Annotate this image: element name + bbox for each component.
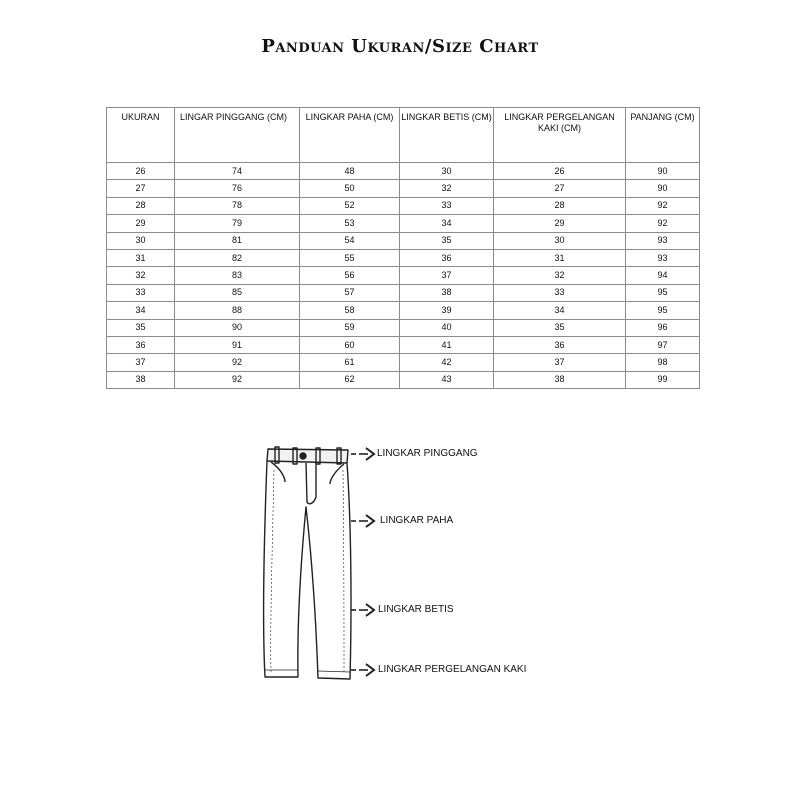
table-cell: 96: [626, 319, 700, 336]
table-cell: 28: [494, 197, 626, 214]
label-lingkar-pinggang: LINGKAR PINGGANG: [377, 448, 478, 459]
table-cell: 37: [494, 354, 626, 371]
table-cell: 90: [626, 180, 700, 197]
table-cell: 42: [400, 354, 494, 371]
table-cell: 33: [494, 284, 626, 301]
table-cell: 32: [107, 267, 175, 284]
table-cell: 85: [175, 284, 300, 301]
table-cell: 32: [400, 180, 494, 197]
table-cell: 36: [494, 336, 626, 353]
table-cell: 56: [300, 267, 400, 284]
table-cell: 41: [400, 336, 494, 353]
label-lingkar-pergelangan-kaki: LINGKAR PERGELANGAN KAKI: [378, 664, 527, 675]
table-cell: 60: [300, 336, 400, 353]
header-lingkar-betis: LINGKAR BETIS (CM): [400, 108, 494, 163]
table-cell: 99: [626, 371, 700, 388]
table-cell: 53: [300, 215, 400, 232]
table-cell: 35: [400, 232, 494, 249]
table-cell: 94: [626, 267, 700, 284]
table-cell: 92: [175, 354, 300, 371]
table-cell: 92: [626, 197, 700, 214]
table-cell: 81: [175, 232, 300, 249]
table-cell: 34: [400, 215, 494, 232]
table-cell: 82: [175, 249, 300, 266]
table-cell: 40: [400, 319, 494, 336]
table-cell: 28: [107, 197, 175, 214]
table-cell: 37: [400, 267, 494, 284]
table-cell: 76: [175, 180, 300, 197]
table-cell: 27: [494, 180, 626, 197]
table-cell: 29: [107, 215, 175, 232]
table-cell: 36: [107, 336, 175, 353]
table-cell: 97: [626, 336, 700, 353]
table-cell: 95: [626, 284, 700, 301]
table-cell: 98: [626, 354, 700, 371]
table-cell: 32: [494, 267, 626, 284]
table-cell: 43: [400, 371, 494, 388]
table-cell: 33: [107, 284, 175, 301]
table-cell: 33: [400, 197, 494, 214]
table-cell: 95: [626, 302, 700, 319]
arrow-thigh-icon: [351, 515, 374, 527]
table-cell: 34: [494, 302, 626, 319]
arrow-waist-icon: [351, 448, 374, 460]
table-cell: 83: [175, 267, 300, 284]
table-cell: 79: [175, 215, 300, 232]
table-cell: 30: [494, 232, 626, 249]
table-cell: 62: [300, 371, 400, 388]
table-cell: 54: [300, 232, 400, 249]
table-cell: 27: [107, 180, 175, 197]
arrow-calf-icon: [351, 604, 374, 616]
table-cell: 31: [107, 249, 175, 266]
table-cell: 26: [494, 163, 626, 180]
table-cell: 26: [107, 163, 175, 180]
table-cell: 78: [175, 197, 300, 214]
table-cell: 91: [175, 336, 300, 353]
table-cell: 74: [175, 163, 300, 180]
table-cell: 48: [300, 163, 400, 180]
header-lingkar-pinggang: LINGAR PINGGANG (CM): [175, 108, 300, 163]
table-cell: 92: [175, 371, 300, 388]
table-cell: 55: [300, 249, 400, 266]
table-cell: 52: [300, 197, 400, 214]
table-cell: 88: [175, 302, 300, 319]
table-cell: 92: [626, 215, 700, 232]
table-cell: 30: [400, 163, 494, 180]
jeans-outline-icon: [264, 447, 351, 679]
table-cell: 39: [400, 302, 494, 319]
table-cell: 38: [494, 371, 626, 388]
table-cell: 61: [300, 354, 400, 371]
label-lingkar-betis: LINGKAR BETIS: [378, 604, 454, 615]
table-cell: 57: [300, 284, 400, 301]
table-cell: 93: [626, 232, 700, 249]
measurement-arrows: [351, 448, 374, 676]
header-ukuran: UKURAN: [107, 108, 175, 163]
table-cell: 38: [400, 284, 494, 301]
table-cell: 59: [300, 319, 400, 336]
table-cell: 50: [300, 180, 400, 197]
page-title: Panduan Ukuran/Size Chart: [261, 36, 539, 57]
table-cell: 90: [175, 319, 300, 336]
table-cell: 93: [626, 249, 700, 266]
label-lingkar-paha: LINGKAR PAHA: [380, 515, 454, 526]
header-lingkar-pergelangan-kaki: LINGKAR PERGELANGAN KAKI (CM): [494, 108, 626, 163]
table-cell: 37: [107, 354, 175, 371]
table-cell: 38: [107, 371, 175, 388]
header-panjang: PANJANG (CM): [626, 108, 700, 163]
table-cell: 35: [107, 319, 175, 336]
table-cell: 58: [300, 302, 400, 319]
table-cell: 34: [107, 302, 175, 319]
table-cell: 35: [494, 319, 626, 336]
table-cell: 31: [494, 249, 626, 266]
table-cell: 90: [626, 163, 700, 180]
arrow-ankle-icon: [351, 664, 374, 676]
table-cell: 30: [107, 232, 175, 249]
table-cell: 29: [494, 215, 626, 232]
header-lingkar-paha: LINGKAR PAHA (CM): [300, 108, 400, 163]
table-cell: 36: [400, 249, 494, 266]
